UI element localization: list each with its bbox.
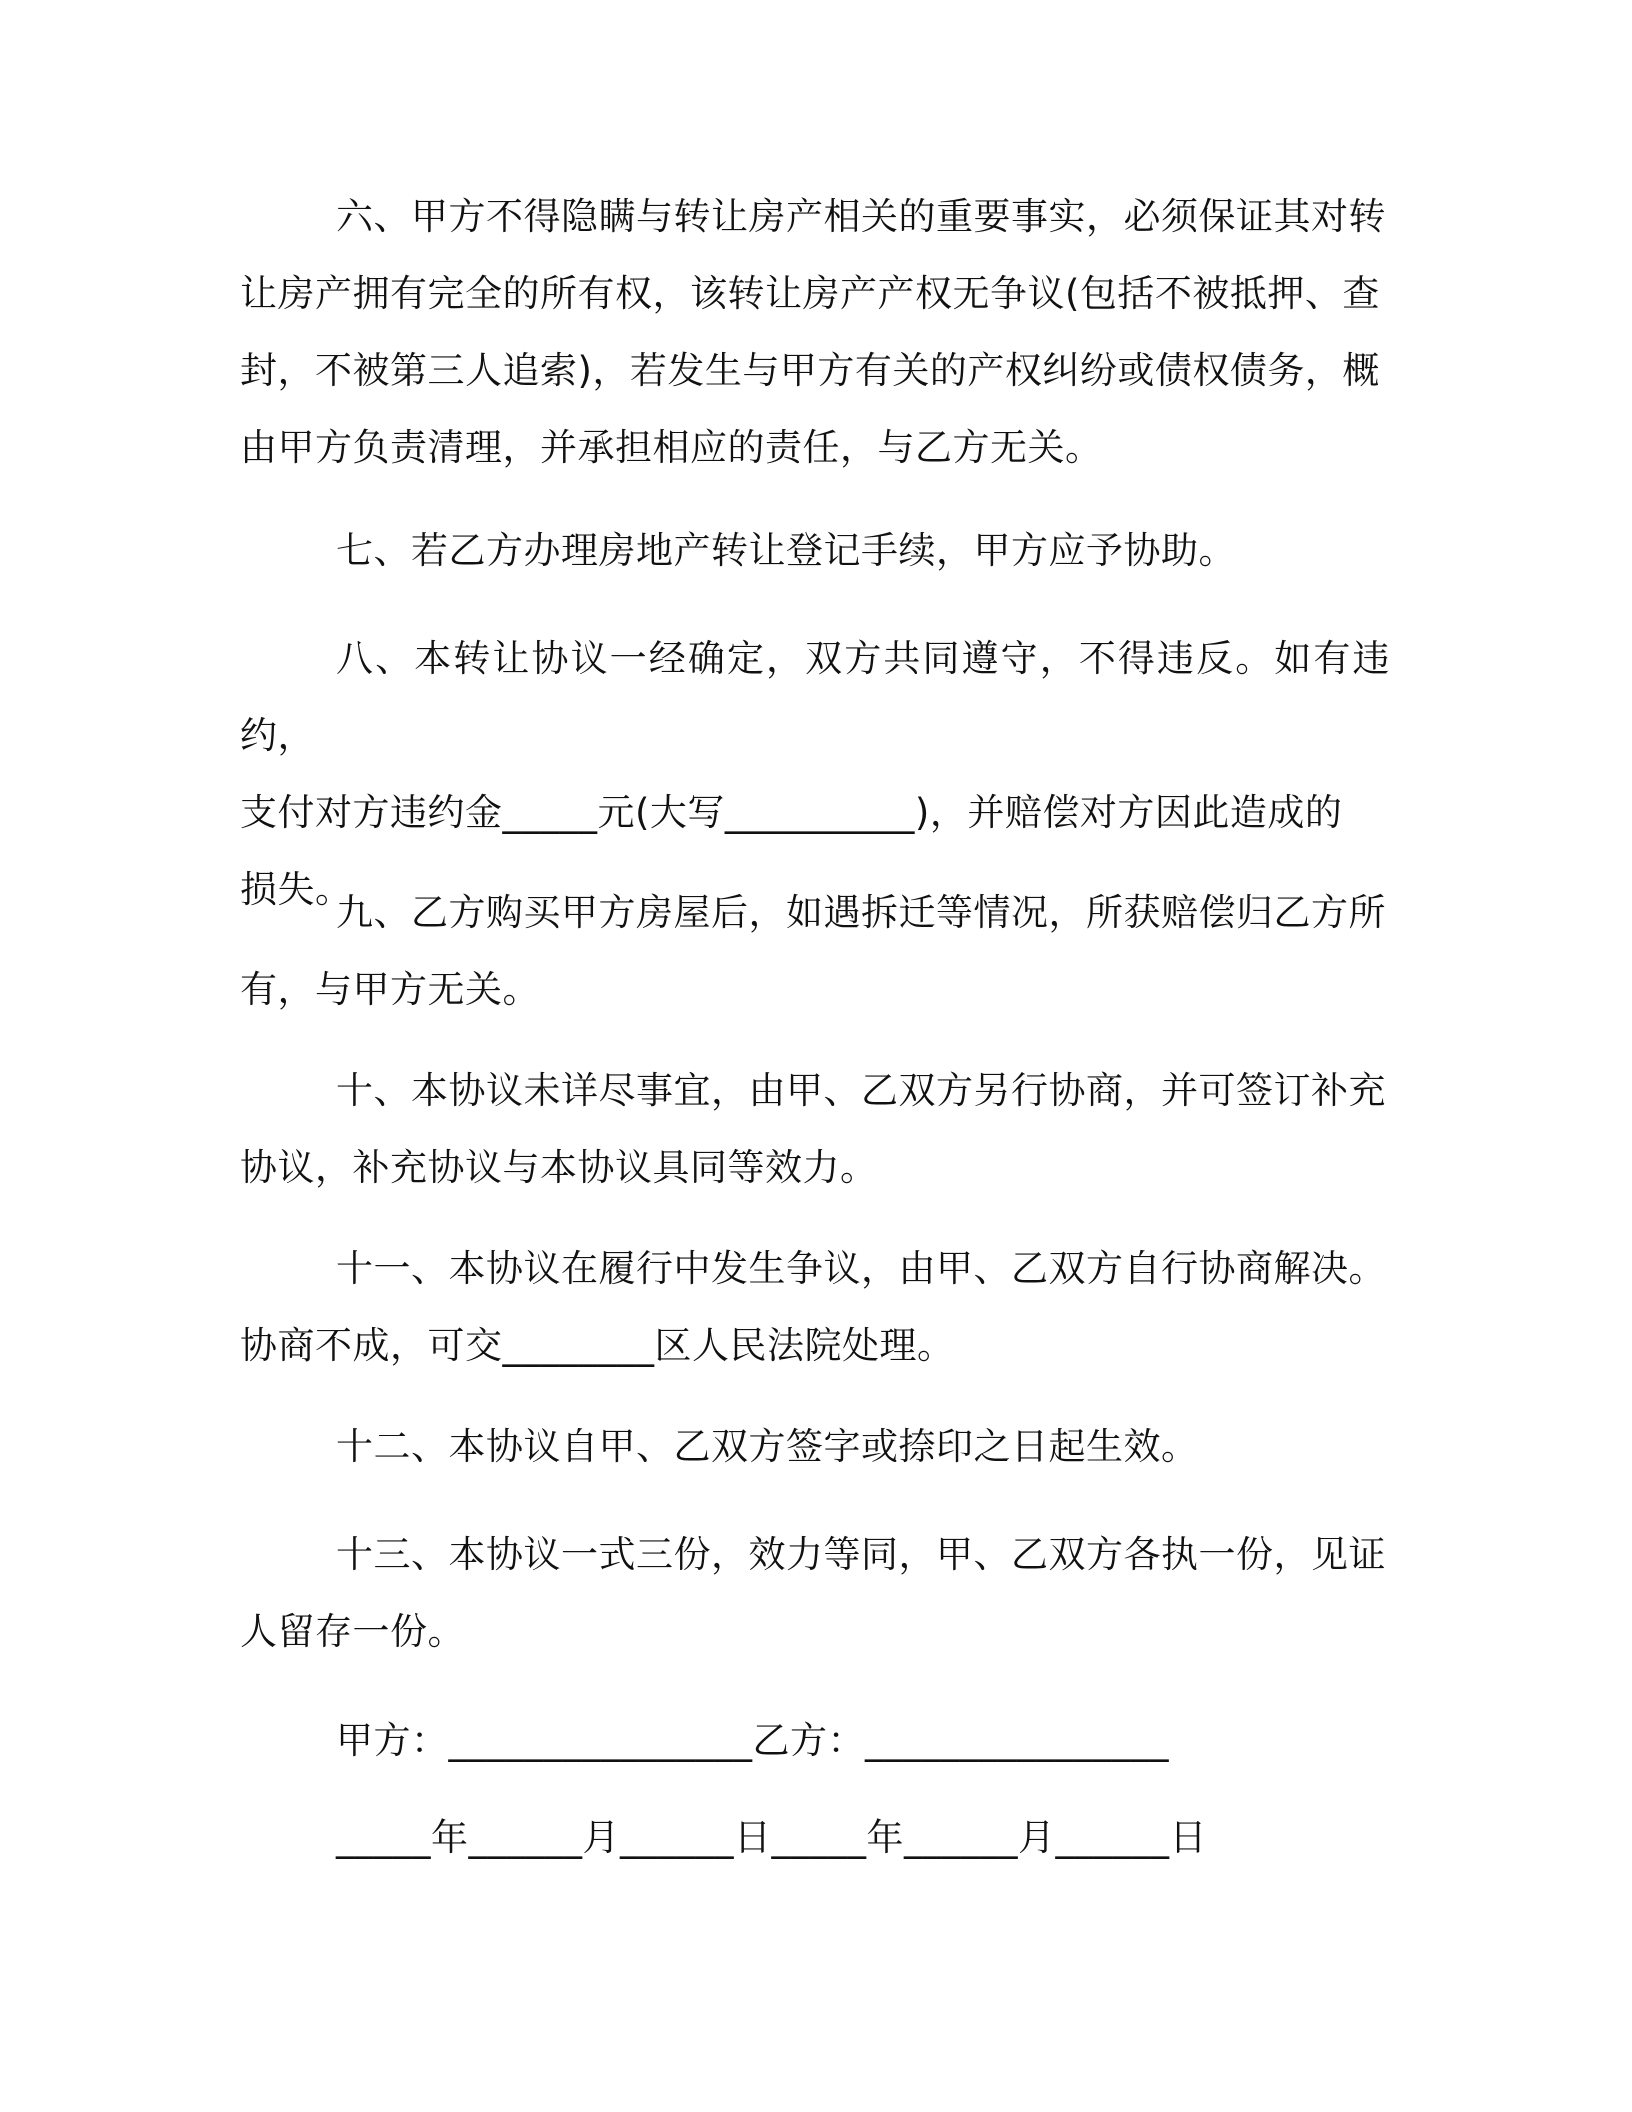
clause-10 <box>240 1052 1390 1206</box>
clause-8-line-2: 支付对方违约金_____元(大写__________)，并赔偿对方因此造成的 <box>240 791 1343 834</box>
clause-8-line-1: 八、本转让协议一经确定，双方共同遵守，不得违反。如有违约， <box>240 637 1390 757</box>
clause-9-line-2: 有，与甲方无关。 <box>240 968 540 1011</box>
clause-7 <box>240 512 1390 589</box>
clause-13 <box>240 1516 1390 1670</box>
clause-11-line-1: 十一、本协议在履行中发生争议，由甲、乙双方自行协商解决。 <box>336 1247 1386 1290</box>
clause-6-line-3: 封，不被第三人追索)，若发生与甲方有关的产权纠纷或债权债务，概 <box>240 349 1380 392</box>
clause-6 <box>240 178 1390 486</box>
clause-12 <box>240 1408 1390 1485</box>
clause-7-line-1: 七、若乙方办理房地产转让登记手续，甲方应予协助。 <box>336 529 1236 572</box>
clause-6-line-2: 让房产拥有完全的所有权，该转让房产产权无争议(包括不被抵押、查 <box>240 272 1380 315</box>
clause-11-line-2: 协商不成，可交________区人民法院处理。 <box>240 1324 955 1367</box>
clause-13-line-2: 人留存一份。 <box>240 1610 465 1653</box>
clause-11 <box>240 1230 1390 1384</box>
clause-6-line-4: 由甲方负责清理，并承担相应的责任，与乙方无关。 <box>240 426 1103 469</box>
clause-10-line-1: 十、本协议未详尽事宜，由甲、乙双方另行协商，并可签订补充 <box>336 1069 1386 1112</box>
signature-date-line: _____年______月______日_____年______月______日 <box>336 1816 1207 1859</box>
clause-8-line-3: 损失。 <box>240 868 353 911</box>
clause-13-line-1: 十三、本协议一式三份，效力等同，甲、乙双方各执一份，见证 <box>336 1533 1386 1576</box>
signature-parties-line: 甲方：________________乙方：________________ <box>336 1719 1169 1762</box>
clause-6-line-1: 六、甲方不得隐瞒与转让房产相关的重要事实，必须保证其对转 <box>336 195 1386 238</box>
clause-10-line-2: 协议，补充协议与本协议具同等效力。 <box>240 1146 878 1189</box>
clause-9 <box>240 874 1390 1028</box>
clause-9-line-1: 九、乙方购买甲方房屋后，如遇拆迁等情况，所获赔偿归乙方所 <box>336 891 1386 934</box>
clause-12-line-1: 十二、本协议自甲、乙双方签字或捺印之日起生效。 <box>336 1425 1199 1468</box>
